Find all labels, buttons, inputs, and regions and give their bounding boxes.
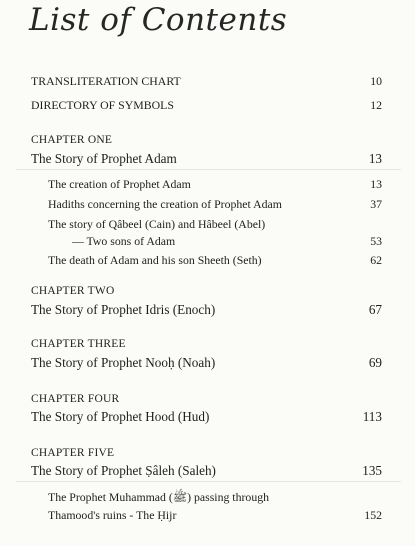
toc-entry-label: The Story of Prophet Hood (Hud) (31, 409, 210, 424)
toc-entry-page: 53 (370, 234, 382, 248)
toc-entry-page: 12 (370, 98, 382, 112)
toc-entry-label: Thamood's ruins - The Ḥijr (48, 508, 177, 522)
toc-entry-page: 135 (362, 463, 382, 478)
toc-entry-label: Hadiths concerning the creation of Prophet Adam (48, 197, 282, 211)
toc-entry-label: The Story of Prophet Adam (31, 151, 177, 166)
chapter-heading: CHAPTER FOUR (31, 393, 120, 405)
toc-entry-label: The Prophet Muhammad (ﷺ) passing through (48, 490, 270, 504)
divider (16, 481, 401, 482)
chapter-heading: CHAPTER TWO (31, 285, 115, 297)
toc-entry-label: DIRECTORY OF SYMBOLS (31, 98, 174, 112)
page-title: List of Contents (29, 2, 288, 38)
toc-entry-label: The Story of Prophet Idris (Enoch) (31, 302, 216, 317)
toc-entry-label: TRANSLITERATION CHART (31, 74, 181, 88)
toc-entry-label: — Two sons of Adam (72, 234, 176, 248)
toc-entry-page: 69 (368, 355, 382, 370)
chapter-heading: CHAPTER THREE (31, 338, 126, 350)
divider (16, 169, 401, 170)
toc-entry-page: 67 (368, 302, 382, 317)
toc-entry-page: 37 (370, 197, 382, 211)
toc-entry-page: 10 (370, 74, 382, 88)
toc-entry-page: 113 (362, 409, 382, 424)
chapter-heading: CHAPTER FIVE (31, 447, 115, 459)
toc-entry-label: The death of Adam and his son Sheeth (Seth) (48, 253, 262, 267)
toc-entry-page: 13 (368, 151, 382, 166)
toc-entry-page: 62 (370, 253, 382, 267)
chapter-heading: CHAPTER ONE (31, 134, 113, 146)
toc-entry-label: The Story of Prophet Nooḥ (Noah) (31, 355, 216, 370)
toc-entry-label: The Story of Prophet Ṣâleh (Saleh) (31, 463, 216, 478)
toc-entry-label: The creation of Prophet Adam (48, 177, 191, 191)
toc-entry-page: 13 (370, 177, 382, 191)
toc-entry-label: The story of Qâbeel (Cain) and Hâbeel (Abel) (48, 217, 266, 231)
toc-entry-page: 152 (364, 508, 382, 522)
